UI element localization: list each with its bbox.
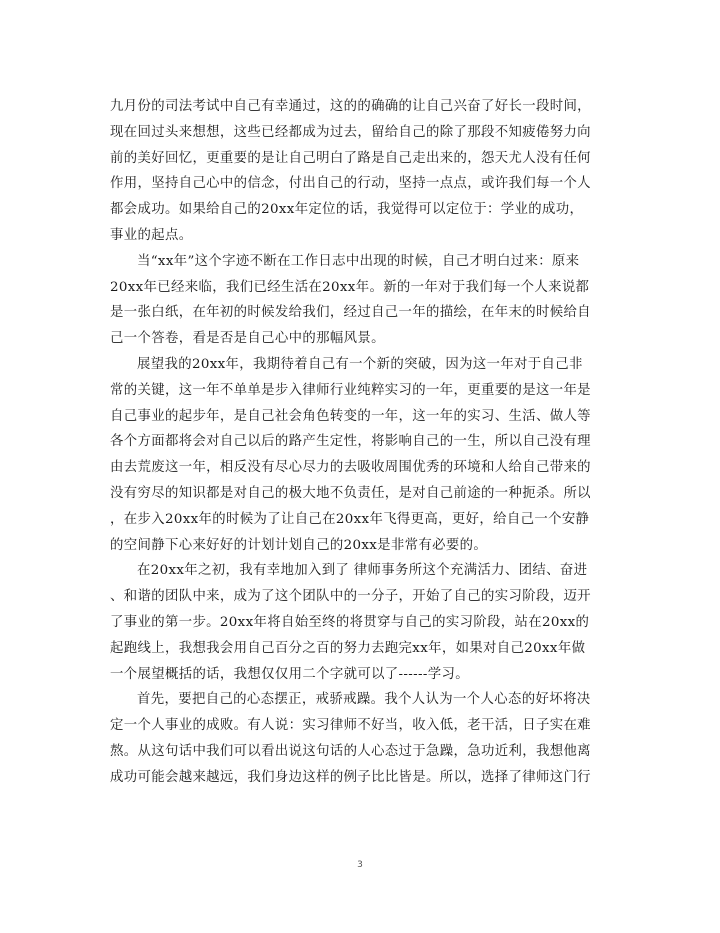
- text-line: 起跑线上，我想我会用自己百分之百的努力去跑完xx年，如果对自己20xx年做: [110, 640, 586, 656]
- text-line: 前的美好回忆，更重要的是让自己明白了路是自己走出来的，怨天尤人没有任何: [110, 150, 591, 166]
- text-line: ，在步入20xx年的时候为了让自己在20xx年飞得更高，更好，给自己一个安静: [110, 511, 590, 527]
- text-line: 都会成功。如果给自己的20xx年定位的话，我觉得可以定位于：学业的成功，: [110, 202, 584, 218]
- paragraph-first-line: 展望我的20xx年，我期待着自己有一个新的突破，因为这一年对于自己非: [137, 356, 583, 372]
- text-line: 是一张白纸，在年初的时候发给我们，经过自己一年的描绘，在年末的时候给自: [110, 305, 591, 321]
- text-line: 己一个答卷，看是否是自己心中的那幅风景。: [110, 331, 385, 347]
- text-line: 现在回过头来想想，这些已经都成为过去，留给自己的除了那段不知疲倦努力向: [110, 124, 591, 140]
- text-line: 事业的起点。: [110, 227, 193, 243]
- paragraph-first-line: 在20xx年之初，我有幸地加入到了 律师事务所这个充满活力、团结、奋进: [137, 563, 588, 579]
- text-line: 各个方面都将会对自己以后的路产生定性，将影响自己的一生，所以自己没有理: [110, 434, 591, 450]
- text-line: 九月份的司法考试中自己有幸通过，这的的确确的让自己兴奋了好长一段时间，: [110, 99, 591, 114]
- page-number: 3: [357, 860, 363, 870]
- text-line: 、和谐的团队中来，成为了这个团队中的一分子，开始了自己的实习阶段，迈开: [110, 589, 591, 605]
- paragraph-first-line: 当“xx年”这个字迹不断在工作日志中出现的时候，自己才明白过来：原来: [137, 253, 580, 269]
- text-line: 定一个人事业的成败。有人说：实习律师不好当，收入低，老干活，日子实在难: [110, 718, 591, 734]
- text-line: 常的关键，这一年不单单是步入律师行业纯粹实习的一年，更重要的是这一年是: [110, 382, 591, 398]
- text-line: 成功可能会越来越远，我们身边这样的例子比比皆是。所以，选择了律师这门行: [110, 769, 591, 785]
- text-line: 的空间静下心来好好的计划计划自己的20xx是非常有必要的。: [110, 537, 488, 553]
- text-line: 没有穷尽的知识都是对自己的极大地不负责任，是对自己前途的一种扼杀。所以: [110, 485, 591, 501]
- text-line: 20xx年已经来临，我们已经生活在20xx年。新的一年对于我们每一个人来说都: [110, 279, 590, 295]
- text-line: 了事业的第一步。20xx年将自始至终的将贯穿与自己的实习阶段，站在20xx的: [110, 614, 590, 630]
- text-line: 作用，坚持自己心中的信念，付出自己的行动，坚持一点点，或许我们每一个人: [110, 176, 591, 192]
- text-line: 自己事业的起步年，是自己社会角色转变的一年，这一年的实习、生活、做人等: [110, 408, 591, 424]
- text-line: 一个展望概括的话，我想仅仅用二个字就可以了------学习。: [110, 666, 470, 682]
- text-line: 熬。从这句话中我们可以看出说这句话的人心态过于急躁，急功近利，我想他离: [110, 743, 591, 759]
- paragraph-first-line: 首先，要把自己的心态摆正，戒骄戒躁。我个人认为一个人心态的好坏将决: [137, 692, 591, 708]
- text-line: 由去荒废这一年，相反没有尽心尽力的去吸收周围优秀的环境和人给自己带来的: [110, 460, 591, 476]
- body-text: [110, 94, 610, 791]
